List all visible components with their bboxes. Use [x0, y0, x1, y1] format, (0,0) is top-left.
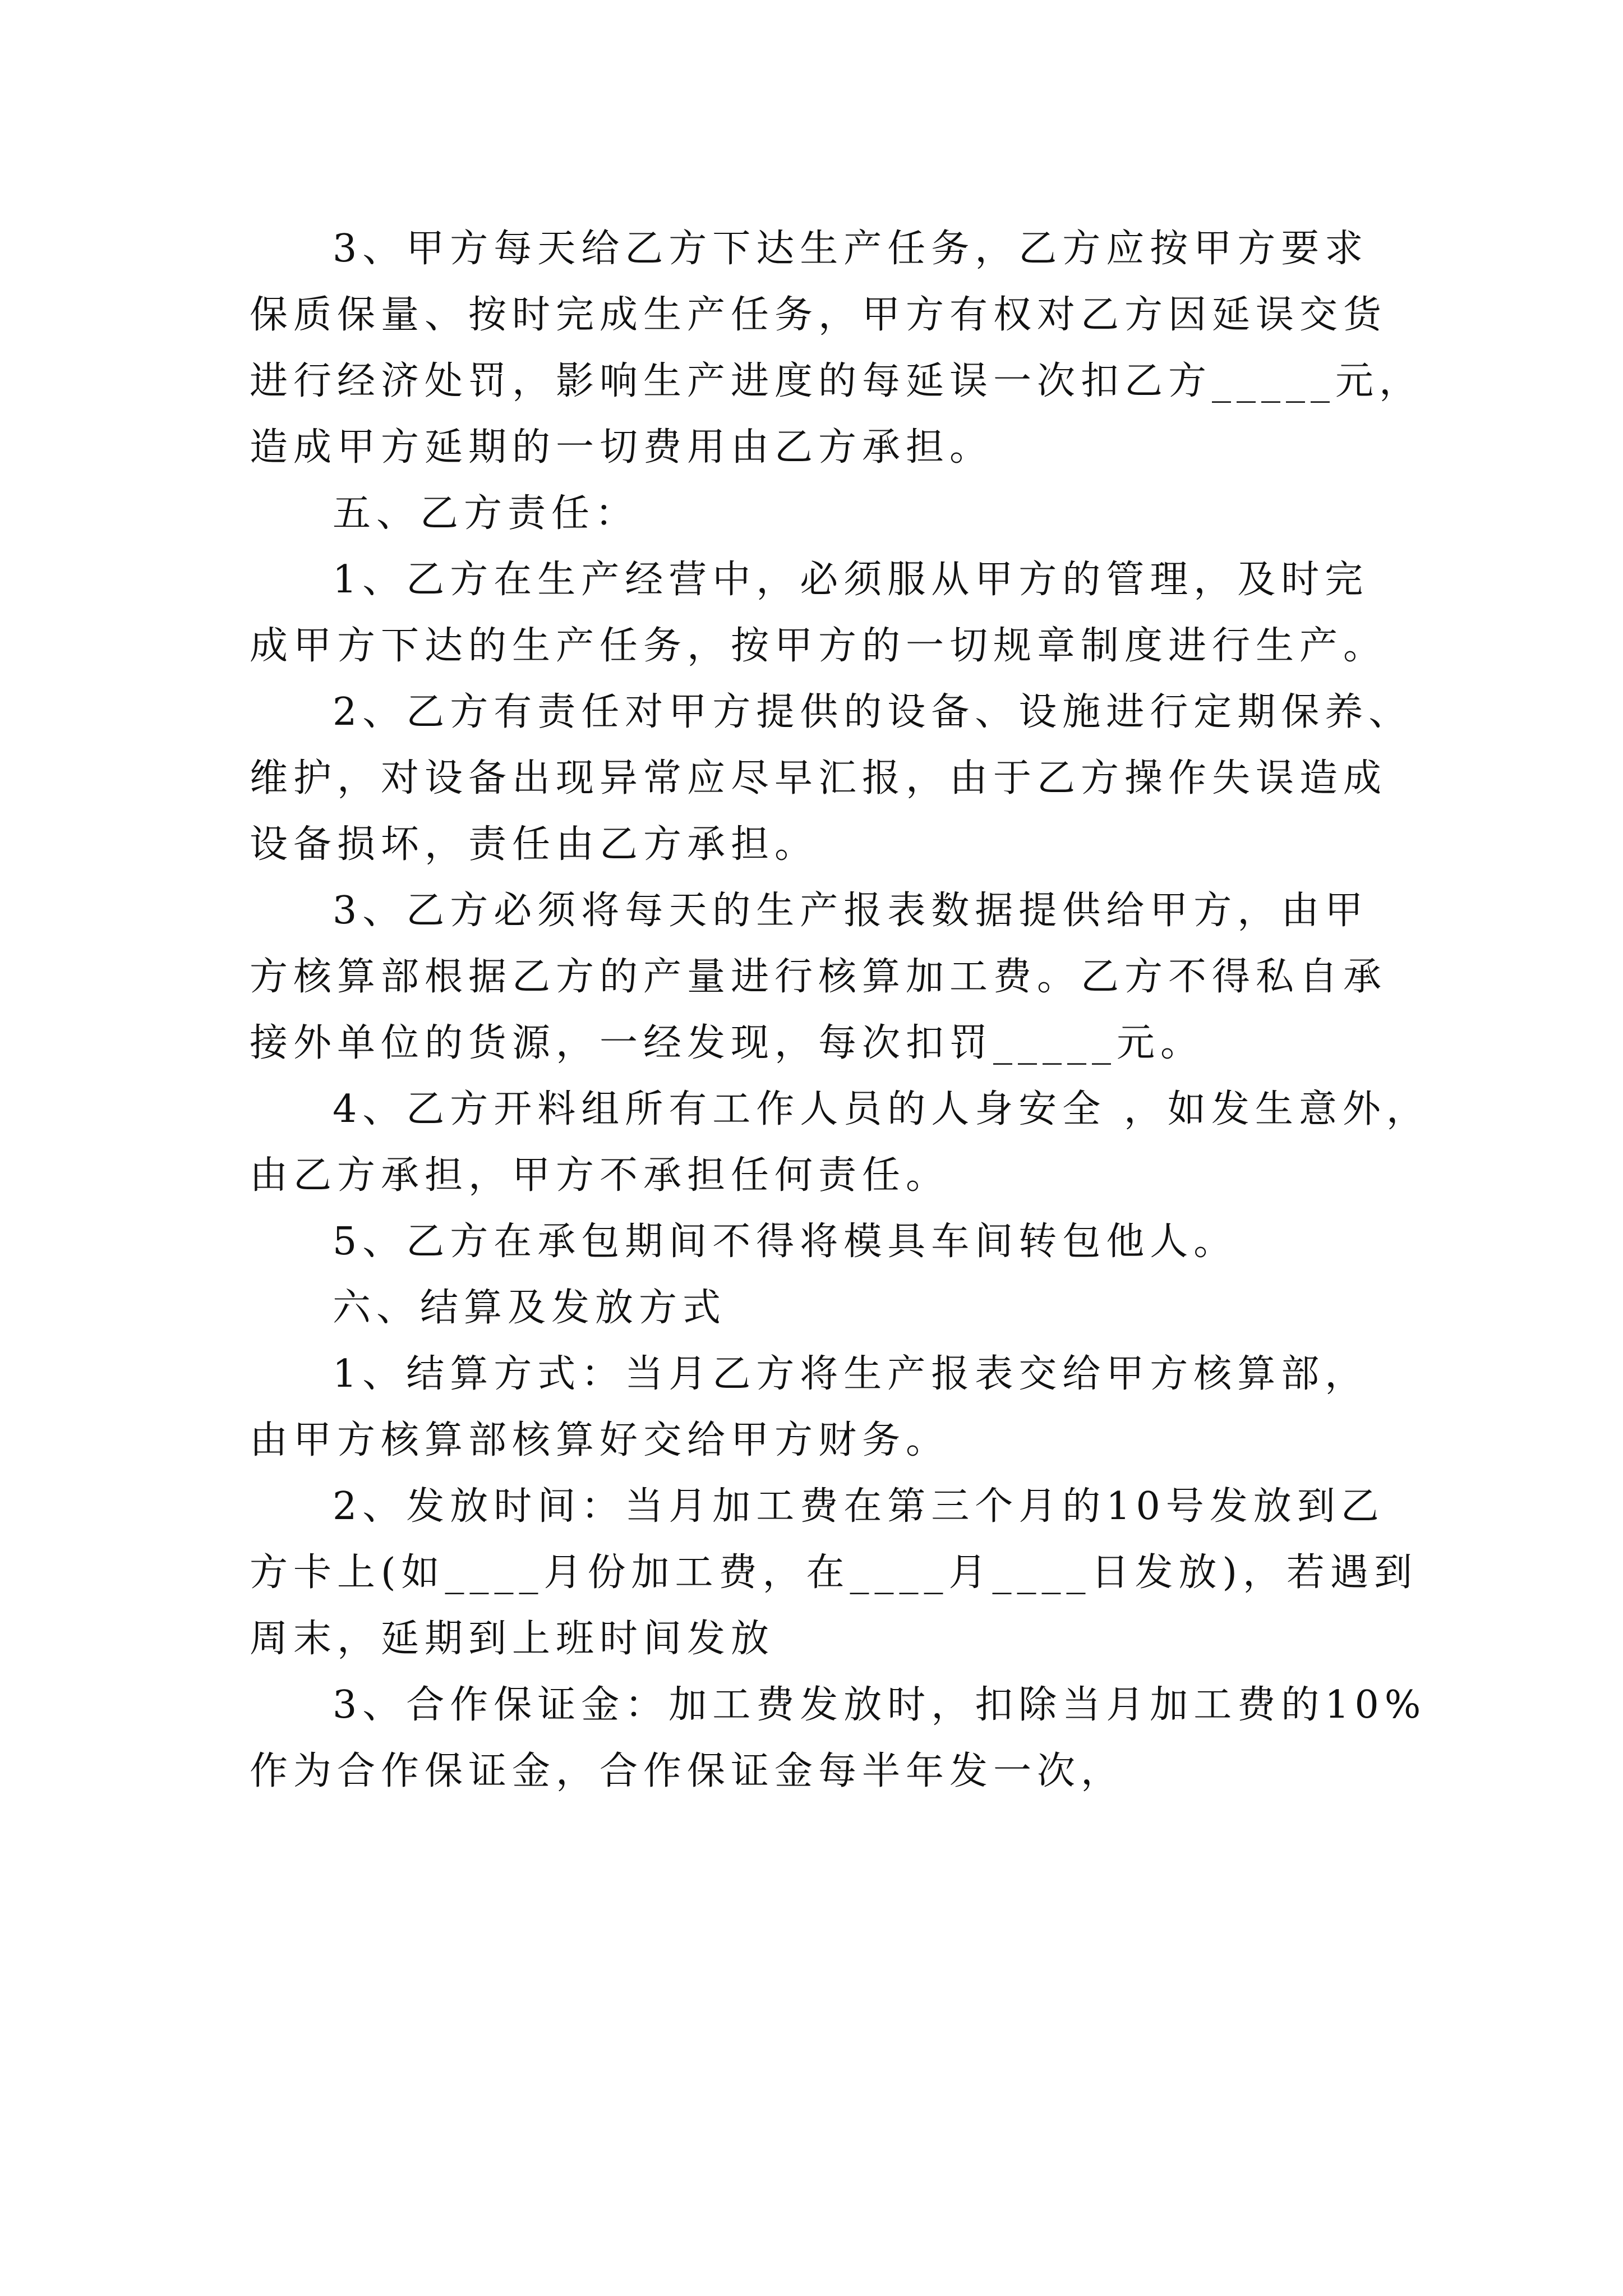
paragraph-line: 由甲方核算部核算好交给甲方财务。 [250, 1418, 950, 1462]
section-heading: 五、乙方责任： [333, 491, 639, 536]
section-heading: 六、结算及发放方式 [333, 1286, 727, 1330]
paragraph-line: 4、乙方开料组所有工作人员的人身安全 ，如发生意外， [333, 1087, 1430, 1131]
paragraph-line: 3、乙方必须将每天的生产报表数据提供给甲方，由甲 [333, 889, 1369, 933]
paragraph-line: 方卡上(如____月份加工费，在____月____日发放)，若遇到 [250, 1550, 1418, 1595]
paragraph-line: 1、结算方式：当月乙方将生产报表交给甲方核算部， [333, 1352, 1369, 1396]
paragraph-line: 作为合作保证金，合作保证金每半年发一次， [250, 1749, 1125, 1793]
paragraph-line: 1、乙方在生产经营中，必须服从甲方的管理，及时完 [333, 558, 1369, 602]
paragraph-line: 维护，对设备出现异常应尽早汇报，由于乙方操作失误造成 [250, 756, 1387, 800]
paragraph-line: 造成甲方延期的一切费用由乙方承担。 [250, 425, 994, 470]
paragraph-line: 保质保量、按时完成生产任务，甲方有权对乙方因延误交货 [250, 293, 1387, 337]
paragraph-line: 接外单位的货源，一经发现，每次扣罚_____元。 [250, 1021, 1205, 1065]
paragraph-line: 周末，延期到上班时间发放 [250, 1617, 775, 1661]
paragraph-line: 由乙方承担，甲方不承担任何责任。 [250, 1153, 950, 1198]
paragraph-line: 成甲方下达的生产任务，按甲方的一切规章制度进行生产。 [250, 624, 1387, 668]
paragraph-line: 2、乙方有责任对甲方提供的设备、设施进行定期保养、 [333, 690, 1413, 734]
document-body [250, 216, 1430, 1805]
paragraph-line: 2、发放时间：当月加工费在第三个月的10号发放到乙 [333, 1484, 1385, 1529]
paragraph-line: 方核算部根据乙方的产量进行核算加工费。乙方不得私自承 [250, 955, 1387, 999]
paragraph-line: 5、乙方在承包期间不得将模具车间转包他人。 [333, 1220, 1238, 1264]
paragraph-line: 3、甲方每天给乙方下达生产任务，乙方应按甲方要求 [333, 227, 1369, 271]
paragraph-line: 进行经济处罚，影响生产进度的每延误一次扣乙方_____元， [250, 359, 1423, 403]
paragraph-line: 设备损坏，责任由乙方承担。 [250, 822, 819, 867]
paragraph-line: 3、合作保证金：加工费发放时，扣除当月加工费的10% [333, 1683, 1427, 1727]
